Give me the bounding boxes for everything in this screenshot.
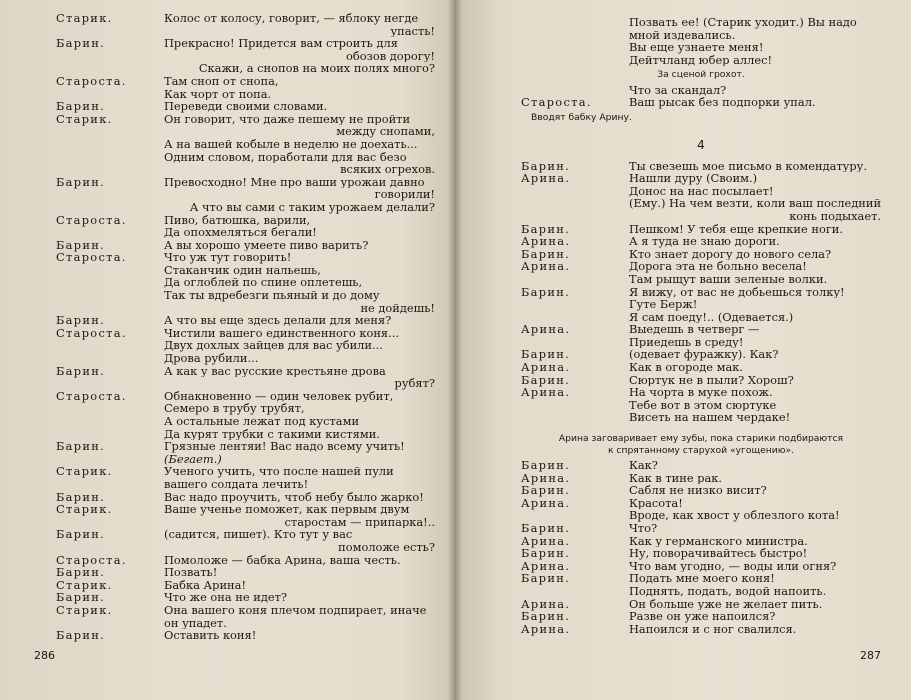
line-text: Пиво, батюшка, варили, — [164, 213, 311, 227]
speaker-name: Староста. — [56, 212, 127, 227]
dialogue-line — [521, 160, 881, 173]
speaker-name: Барин. — [56, 439, 106, 454]
speaker-name — [521, 16, 629, 29]
speaker-name — [56, 264, 164, 277]
dialogue-line — [521, 411, 881, 424]
page-number-left: 286 — [34, 649, 55, 662]
right-page-dialogue-top — [521, 16, 881, 66]
dialogue-line — [56, 163, 435, 176]
dialogue-line — [521, 348, 881, 361]
line-text: Напоился и с ног свалился. — [629, 622, 797, 636]
speaker-name — [56, 541, 164, 554]
speaker-name — [56, 163, 164, 176]
line-text: Я вижу, от вас не добьешься толку! — [629, 285, 845, 299]
speaker-name: Барин. — [521, 372, 571, 387]
dialogue-line — [521, 96, 881, 109]
line-text: (одевает фуражку). Как? — [629, 348, 779, 362]
dialogue-line — [521, 29, 881, 42]
right-page-dialogue-mid — [521, 84, 881, 109]
speaker-name: Барин. — [56, 237, 106, 252]
dialogue-line — [56, 289, 435, 302]
speaker-name: Арина. — [521, 596, 571, 611]
speaker-name — [521, 41, 629, 54]
dialogue-line — [56, 88, 435, 101]
stage-direction-line-2: к спрятанному старухой «угощению». — [607, 444, 795, 456]
line-text: Дейтчланд юбер аллес! — [629, 53, 773, 67]
line-text: А что вы еще здесь делали для меня? — [164, 314, 392, 327]
speaker-name: Старик. — [56, 111, 113, 126]
line-text: вашего солдата лечить! — [164, 477, 309, 491]
dialogue-line — [521, 210, 881, 223]
speaker-name — [56, 138, 164, 151]
dialogue-line — [56, 604, 435, 617]
line-text: говорили! — [374, 188, 435, 201]
speaker-name: Барин. — [521, 246, 571, 261]
line-text: Сюртук не в пыли? Хорош? — [629, 373, 794, 387]
speaker-name: Старик. — [56, 464, 113, 479]
dialogue-line — [521, 497, 881, 510]
line-text: Что? — [629, 522, 658, 535]
speaker-name: Барин. — [56, 565, 106, 580]
line-text: А что вы сами с таким урожаем делали? — [189, 200, 435, 214]
line-text: старостам — припарка!.. — [284, 515, 435, 529]
speaker-name: Арина. — [521, 558, 571, 573]
line-text: Он больше уже не желает пить. — [629, 597, 823, 611]
dialogue-line — [521, 172, 881, 185]
dialogue-line — [56, 339, 435, 352]
speaker-name — [56, 50, 164, 63]
line-text: Приедешь в среду! — [629, 335, 744, 349]
line-text: Превосходно! Мне про ваши урожаи давно — [164, 175, 425, 189]
line-text: Как у германского министра. — [629, 534, 808, 548]
line-text: помоложе есть? — [338, 540, 435, 554]
dialogue-line — [521, 260, 881, 273]
line-text: Вроде, как хвост у облезлого кота! — [629, 509, 840, 522]
dialogue-line — [521, 472, 881, 485]
stage-direction-line-1: Арина заговаривает ему зубы, пока старики подбираются — [558, 433, 844, 445]
dialogue-line — [521, 374, 881, 387]
line-text: Оставить коня! — [164, 629, 257, 642]
line-text: Скажи, а снопов на моих полях много? — [198, 62, 435, 75]
speaker-name: Старик. — [56, 502, 113, 517]
line-text: Как в тине рак. — [629, 471, 723, 485]
dialogue-line — [521, 386, 881, 399]
speaker-name — [56, 339, 164, 352]
dialogue-line — [521, 248, 881, 261]
dialogue-line — [521, 598, 881, 611]
dialogue-line — [56, 314, 435, 327]
speaker-name: Старик. — [56, 602, 113, 617]
line-text: А вы хорошо умеете пиво варить? — [164, 238, 369, 252]
line-text: А на вашей кобыле в неделю не доехать... — [164, 137, 418, 151]
dialogue-line — [56, 302, 435, 315]
speaker-name — [56, 276, 164, 289]
dialogue-line — [521, 572, 881, 585]
speaker-name: Арина. — [521, 495, 571, 510]
speaker-name: Барин. — [56, 527, 106, 542]
line-text: Так ты вдребезги пьяный и до дому — [164, 289, 380, 302]
dialogue-line — [521, 298, 881, 311]
dialogue-line — [521, 197, 881, 210]
dialogue-line — [56, 176, 435, 189]
dialogue-line — [521, 54, 881, 67]
line-text: Он говорит, что даже пешему не пройти — [164, 112, 411, 126]
dialogue-line — [56, 516, 435, 529]
line-text: Гуте Берж! — [629, 298, 698, 311]
speaker-name: Барин. — [56, 363, 106, 378]
speaker-name: Барин. — [521, 571, 571, 586]
dialogue-line — [521, 223, 881, 236]
dialogue-line — [56, 541, 435, 554]
line-text: Переведи своими словами. — [164, 100, 328, 113]
line-text: Там сноп от снопа, — [164, 74, 279, 88]
dialogue-line — [56, 566, 435, 579]
speaker-name: Арина. — [521, 533, 571, 548]
book-gutter-shadow — [448, 0, 462, 700]
dialogue-line — [56, 428, 435, 441]
speaker-name — [521, 54, 629, 67]
dialogue-line — [56, 226, 435, 239]
speaker-name: Барин. — [521, 609, 571, 624]
line-text: обозов дорогу! — [346, 49, 435, 63]
dialogue-line — [521, 399, 881, 412]
line-text: Красота! — [629, 496, 683, 510]
line-text: мной издевались. — [629, 28, 736, 42]
dialogue-line — [56, 352, 435, 365]
dialogue-line — [521, 459, 881, 472]
line-text: Пешком! У тебя еще крепкие ноги. — [629, 222, 843, 236]
line-text: Да опохмеляться бегали! — [164, 226, 317, 239]
line-text: Нашли дуру (Своим.) — [629, 172, 758, 185]
dialogue-line — [56, 491, 435, 504]
dialogue-line — [56, 528, 435, 541]
line-text: А остальные лежат под кустами — [164, 415, 360, 428]
line-text: На чорта в муке похож. — [629, 386, 773, 399]
stage-direction-offstage-noise: За сценой грохот. — [657, 69, 745, 81]
line-text: Сабля не низко висит? — [629, 484, 767, 497]
dialogue-line — [56, 377, 435, 390]
speaker-name — [56, 188, 164, 201]
dialogue-line — [56, 201, 435, 214]
speaker-name: Барин. — [521, 347, 571, 362]
dialogue-line — [521, 560, 881, 573]
dialogue-line — [56, 12, 435, 25]
line-text: Висеть на нашем чердаке! — [629, 411, 791, 425]
line-text: Да курят трубки с такими кистями. — [164, 427, 380, 441]
speaker-name — [56, 352, 164, 365]
dialogue-line — [521, 585, 881, 598]
line-text: Ученого учить, что после нашей пули — [164, 465, 394, 478]
speaker-name: Барин. — [521, 483, 571, 498]
dialogue-line — [56, 478, 435, 491]
line-text: Стаканчик один нальешь, — [164, 263, 321, 277]
right-page — [455, 0, 911, 700]
dialogue-line — [56, 402, 435, 415]
dialogue-line — [56, 415, 435, 428]
speaker-name: Барин. — [521, 521, 571, 535]
line-text: А я туда не знаю дороги. — [629, 235, 780, 248]
dialogue-line — [56, 554, 435, 567]
left-page — [0, 0, 455, 700]
line-text: рубят? — [394, 377, 435, 390]
dialogue-line — [56, 37, 435, 50]
line-text: Ты свезешь мое письмо в комендатуру. — [629, 159, 867, 173]
dialogue-line — [56, 365, 435, 378]
speaker-name — [56, 402, 164, 415]
line-text: Прекрасно! Придется вам строить для — [164, 37, 398, 50]
dialogue-line — [521, 185, 881, 198]
dialogue-line — [56, 579, 435, 592]
line-text: Как? — [629, 459, 658, 472]
speaker-name: Староста. — [56, 552, 127, 567]
speaker-name: Арина. — [521, 385, 571, 400]
line-text: Ваше ученье поможет, как первым двум — [164, 503, 410, 516]
dialogue-line — [521, 286, 881, 299]
dialogue-line — [56, 214, 435, 227]
right-page-dialogue-scene — [521, 160, 881, 424]
speaker-name: Барин. — [521, 546, 571, 561]
speaker-name: Барин. — [521, 158, 571, 173]
dialogue-line — [56, 188, 435, 201]
dialogue-line — [56, 113, 435, 126]
dialogue-line — [56, 276, 435, 289]
line-text: Позвать ее! (Старик уходит.) Вы надо — [629, 16, 857, 29]
dialogue-line — [521, 16, 881, 29]
line-text: не дойдешь! — [360, 301, 435, 315]
dialogue-line — [521, 535, 881, 548]
scene-number: 4 — [697, 137, 705, 152]
line-text: Ваш рысак без подпорки упал. — [629, 96, 816, 110]
speaker-name: Арина. — [521, 234, 571, 249]
dialogue-line — [56, 591, 435, 604]
speaker-name — [521, 411, 629, 424]
speaker-name: Арина. — [521, 171, 571, 186]
speaker-name: Арина. — [521, 470, 571, 485]
right-page-dialogue-bottom — [521, 459, 881, 635]
dialogue-line — [56, 264, 435, 277]
line-text: между снопами, — [336, 125, 435, 138]
dialogue-line — [56, 138, 435, 151]
line-text: Помоложе — бабка Арина, ваша честь. — [164, 553, 401, 567]
speaker-name — [521, 29, 629, 42]
line-text: Выедешь в четверг — — [629, 323, 760, 336]
line-text: Донос на нас посылает! — [629, 184, 774, 198]
line-text: Я сам поеду!.. (Одевается.) — [629, 310, 794, 324]
dialogue-line — [56, 390, 435, 403]
page-number-right: 287 — [860, 649, 881, 662]
speaker-name — [56, 377, 164, 390]
speaker-name — [56, 201, 164, 214]
line-text: Что вам угодно, — воды или огня? — [629, 559, 837, 573]
speaker-name: Арина. — [521, 259, 571, 274]
dialogue-line — [56, 151, 435, 164]
speaker-name — [521, 273, 629, 286]
line-text: Двух дохлых зайцев для вас убили... — [164, 339, 383, 353]
speaker-name — [521, 197, 629, 210]
line-text: Как в огороде мак. — [629, 361, 743, 374]
dialogue-line — [521, 311, 881, 324]
speaker-name: Старик. — [56, 11, 113, 25]
line-text: Дрова рубили... — [164, 352, 259, 365]
line-text: Она вашего коня плечом подпирает, иначе — [164, 603, 427, 617]
line-text: Дорога эта не больно весела! — [629, 260, 807, 273]
dialogue-line — [56, 50, 435, 63]
dialogue-line — [521, 509, 881, 522]
dialogue-line — [56, 503, 435, 516]
line-text: Тебе вот в этом сюртуке — [629, 398, 777, 412]
line-text: Что уж тут говорить! — [164, 251, 292, 264]
dialogue-line — [521, 323, 881, 336]
line-text: Грязные лентяи! Вас надо всему учить! — [164, 440, 405, 453]
speaker-name: Барин. — [56, 590, 106, 605]
speaker-name — [56, 478, 164, 491]
left-page-dialogue — [56, 12, 435, 642]
speaker-name: Барин. — [56, 313, 106, 328]
line-text: Как чорт от попа. — [164, 87, 272, 101]
speaker-name — [521, 185, 629, 198]
line-text: Вы еще узнаете меня! — [629, 41, 764, 54]
stage-direction-enter-arina: Вводят бабку Арину. — [531, 112, 632, 124]
dialogue-line — [521, 235, 881, 248]
line-text: Поднять, подать, водой напоить. — [629, 584, 827, 598]
line-text: упасть! — [390, 24, 435, 38]
dialogue-line — [56, 25, 435, 38]
dialogue-line — [56, 453, 435, 466]
speaker-name: Барин. — [521, 284, 571, 299]
speaker-name — [56, 151, 164, 164]
speaker-name: Старик. — [56, 577, 113, 592]
line-text: конь подыхает. — [789, 209, 881, 223]
dialogue-line — [521, 361, 881, 374]
speaker-name — [521, 399, 629, 412]
line-text: он упадет. — [164, 616, 227, 630]
dialogue-line — [56, 125, 435, 138]
dialogue-line — [521, 336, 881, 349]
speaker-name: Барин. — [56, 489, 106, 504]
line-text: Семеро в трубу трубят, — [164, 402, 305, 415]
speaker-name: Староста. — [56, 73, 127, 88]
speaker-name: Арина. — [521, 360, 571, 375]
speaker-name: Барин. — [521, 221, 571, 236]
line-text: Ну, поворачивайтесь быстро! — [629, 547, 808, 560]
dialogue-line — [56, 100, 435, 113]
line-text: (Ему.) На чем везти, коли ваш последний — [629, 197, 881, 210]
speaker-name — [56, 289, 164, 302]
line-text: Бабка Арина! — [164, 578, 247, 592]
dialogue-line — [521, 522, 881, 535]
dialogue-line — [56, 465, 435, 478]
line-text: всяких огрехов. — [340, 163, 435, 176]
line-text: (садится, пишет). Кто тут у вас — [164, 528, 353, 541]
dialogue-line — [56, 440, 435, 453]
line-text: А как у вас русские крестьяне дрова — [164, 364, 386, 378]
dialogue-line — [56, 327, 435, 340]
line-text: Одним словом, поработали для вас безо — [164, 150, 407, 164]
line-text: Обнакновенно — один человек рубит, — [164, 389, 394, 403]
line-text: Подать мне моего коня! — [629, 572, 775, 585]
speaker-name — [56, 415, 164, 428]
dialogue-line — [521, 547, 881, 560]
line-text: Вас надо проучить, чтоб небу было жарко! — [164, 490, 424, 504]
dialogue-line — [521, 610, 881, 623]
speaker-name — [521, 210, 629, 223]
line-text: Там рыщут ваши зеленые волки. — [629, 272, 828, 286]
dialogue-line — [56, 629, 435, 642]
speaker-name: Барин. — [56, 99, 106, 114]
dialogue-line — [521, 41, 881, 54]
speaker-name: Барин. — [56, 36, 106, 51]
dialogue-line — [56, 617, 435, 630]
speaker-name — [56, 226, 164, 239]
speaker-name — [521, 298, 629, 311]
line-text: Колос от колосу, говорит, — яблоку негде — [164, 12, 419, 25]
speaker-name: Барин. — [56, 174, 106, 189]
line-text: (Бегает.) — [164, 452, 222, 466]
speaker-name — [56, 125, 164, 138]
dialogue-line — [521, 484, 881, 497]
speaker-name: Арина. — [521, 322, 571, 337]
line-text: Позвать! — [164, 566, 218, 579]
dialogue-line — [521, 273, 881, 286]
dialogue-line — [56, 75, 435, 88]
dialogue-line — [56, 251, 435, 264]
line-text: Что за скандал? — [629, 83, 727, 97]
speaker-name: Староста. — [521, 95, 592, 110]
line-text: Что же она не идет? — [164, 591, 287, 604]
speaker-name: Барин. — [521, 458, 571, 473]
speaker-name: Староста. — [56, 250, 127, 265]
line-text: Чистили вашего единственного коня... — [164, 326, 399, 340]
speaker-name: Староста. — [56, 325, 127, 340]
line-text: Кто знает дорогу до нового села? — [629, 247, 832, 261]
speaker-name: Арина. — [521, 621, 571, 636]
dialogue-line — [521, 623, 881, 636]
speaker-name — [521, 585, 629, 598]
line-text: Да оглоблей по спине оплетешь, — [164, 276, 363, 290]
speaker-name: Барин. — [56, 628, 106, 643]
line-text: Разве он уже напоился? — [629, 610, 776, 623]
speaker-name: Староста. — [56, 388, 127, 403]
